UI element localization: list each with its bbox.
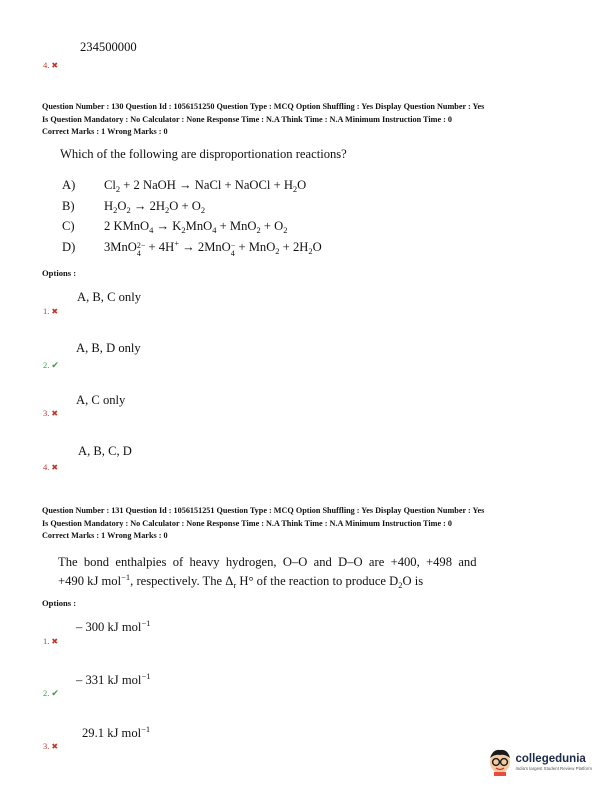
reaction-b-label: B) [62,199,75,213]
q131-option-3-number: 3. ✖ [43,741,59,751]
check-mark-icon: ✔ [51,688,59,698]
q130-meta-line1: Question Number : 130 Question Id : 1056151250 Question Type : MCQ Option Shuffling : Yes Display Question Number : Yes [42,102,485,111]
q131-meta-line3: Correct Marks : 1 Wrong Marks : 0 [42,531,168,541]
q130-option-3-text: A, C only [76,393,126,407]
q131-options-label: Options : [42,598,77,608]
q130-meta-line2: Is Question Mandatory : No Calculator : None Response Time : N.A Think Time : N.A Minimum Instruction Time : 0 [42,114,453,124]
q131-meta-line2: Is Question Mandatory : No Calculator : None Response Time : N.A Think Time : N.A Minimum Instruction Time : 0 [42,518,453,528]
q131-meta [42,505,582,543]
check-mark-icon: ✔ [51,360,59,370]
logo-tagline: India's largest Student Review Platform [515,766,592,771]
q130-option-2-number: 2. ✔ [43,360,59,370]
q130-question-text: Which of the following are disproportionation reactions? [60,147,347,161]
q131-question-line1: The bond enthalpies of heavy hydrogen, O–O and D–O are +400, +498 and [58,555,477,569]
wrong-mark-icon: ✖ [51,742,59,751]
q130-option-4-number: 4. ✖ [43,462,59,472]
reaction-b-equation: $H_2O_2 \to 2H_2O + O_2$ [104,199,206,215]
previous-option-value: 234500000 [80,40,137,54]
q131-option-3-text: 29.1 kJ mol$^{-1}$ [82,724,151,740]
reaction-d-label: D) [62,240,76,254]
wrong-mark-icon: ✖ [51,307,59,316]
reaction-a-label: A) [62,178,76,192]
q131-question-line2: +490 kJ mol$^{-1}$, respectively. The $\Delta_r$ H° of the reaction to produce $D_2O$ is [58,572,424,590]
previous-option-number: 4. ✖ [43,60,59,70]
mascot-icon [487,748,513,776]
wrong-mark-icon: ✖ [51,463,59,472]
reaction-d-equation: 3MnO 2− 4 + 4H+ → 2MnO − 4 + $MnO_2 + 2H_2O$ [104,238,322,258]
q131-option-2-text: – 331 kJ mol$^{-1}$ [76,671,151,687]
q130-meta [42,101,582,139]
wrong-mark-icon: ✖ [51,409,59,418]
q131-option-1-number: 1. ✖ [43,636,59,646]
q130-option-3-number: 3. ✖ [43,408,59,418]
wrong-mark-icon: ✖ [51,61,59,70]
q130-meta-line3: Correct Marks : 1 Wrong Marks : 0 [42,127,168,137]
q130-options-label: Options : [42,268,77,278]
logo-name: collegedunia [515,753,586,765]
reaction-a-equation: $Cl_2 + 2$ NaOH → NaCl + NaOCl + $H_2O$ [104,178,307,194]
q131-meta-line1: Question Number : 131 Question Id : 1056151251 Question Type : MCQ Option Shuffling : Yes Display Question Number : Yes [42,506,485,515]
collegedunia-logo [487,748,593,776]
q131-option-1-text: – 300 kJ mol$^{-1}$ [76,618,151,634]
q130-option-2-text: A, B, D only [76,341,141,355]
q130-option-1-number: 1. ✖ [43,306,59,316]
reaction-c-label: C) [62,219,75,233]
q130-option-4-text: A, B, C, D [78,444,132,458]
q131-option-2-number: 2. ✔ [43,688,59,698]
reaction-c-equation: 2 KMnO$_4$ → $K_2MnO_4 + MnO_2 + O_2$ [104,219,288,235]
q130-option-1-text: A, B, C only [77,290,142,304]
wrong-mark-icon: ✖ [51,637,59,646]
